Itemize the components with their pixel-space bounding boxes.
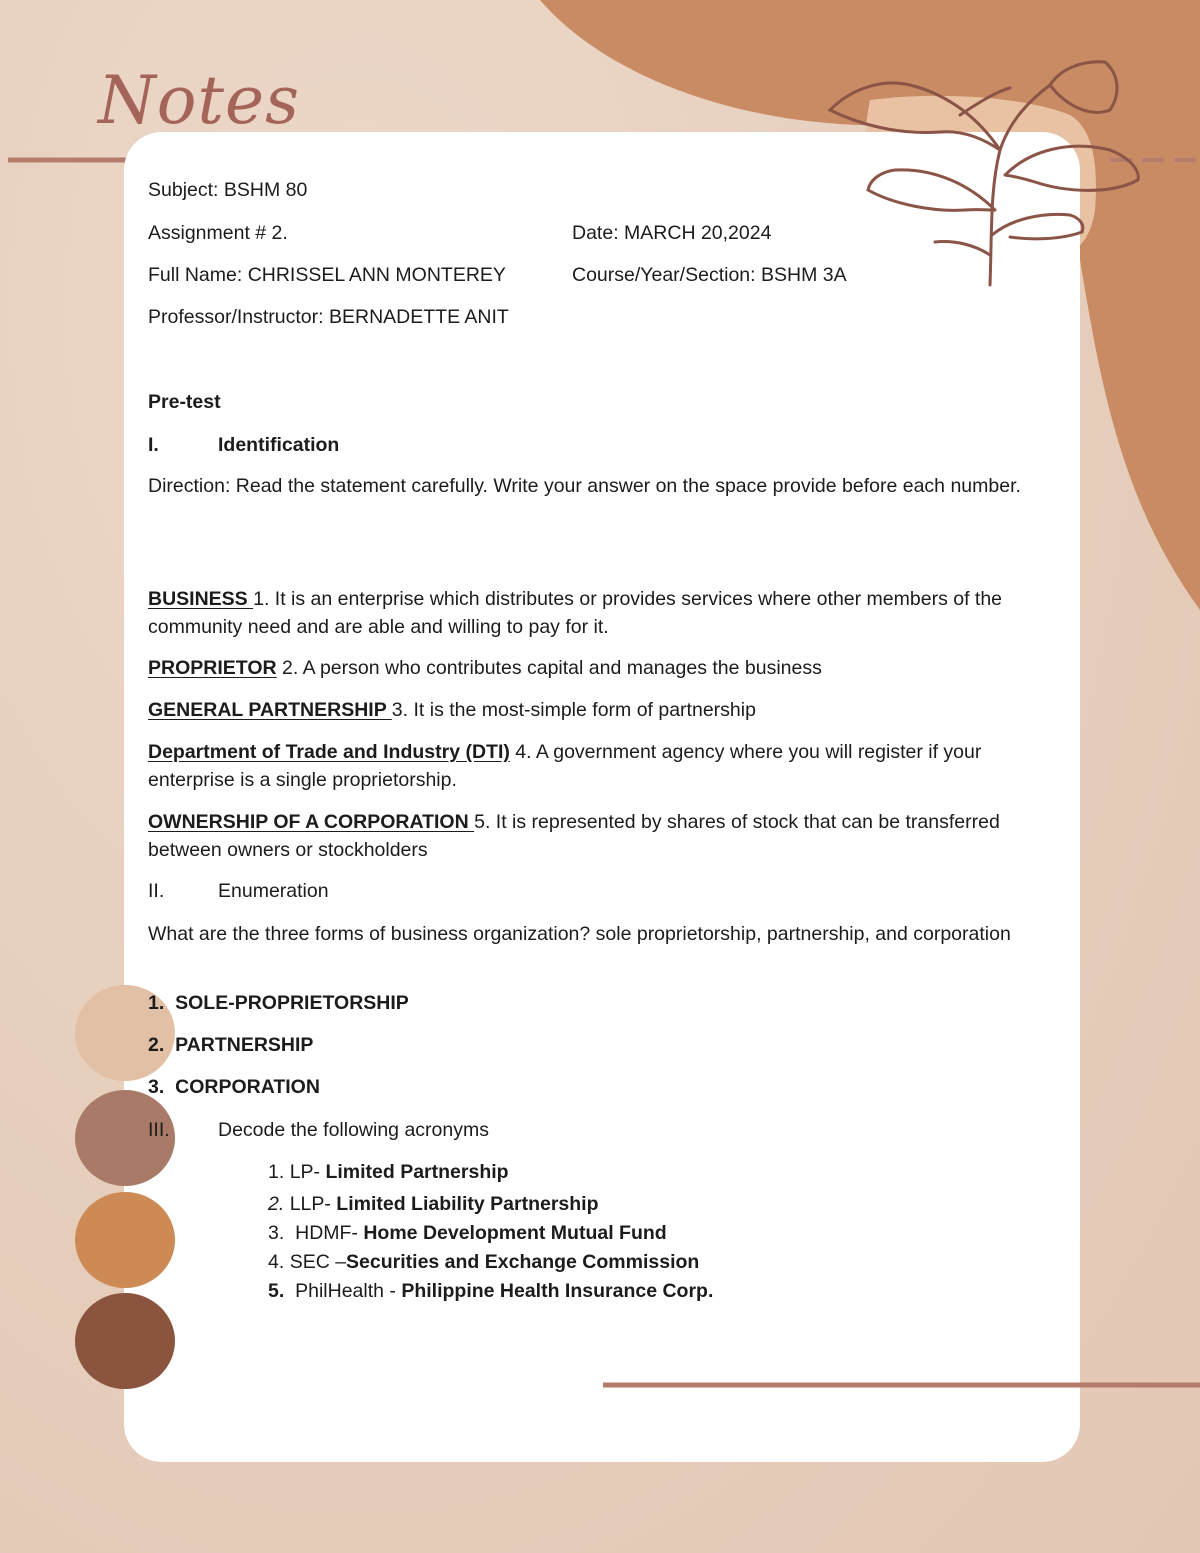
item-label: SOLE-PROPRIETORSHIP <box>175 992 409 1014</box>
section-acronyms-heading <box>148 1116 489 1144</box>
section-title: Enumeration <box>218 880 329 902</box>
form-item <box>148 1073 320 1101</box>
item-number: 2. <box>268 1193 285 1215</box>
swatch-circle-3 <box>75 1192 175 1288</box>
item-number: 3. <box>268 1222 285 1244</box>
acronym-meaning: Limited Partnership <box>325 1161 509 1183</box>
acronym-code: HDMF- <box>289 1222 364 1244</box>
direction-text: Direction: Read the statement carefully. Write your answer on the space provide before each number. <box>148 475 1021 497</box>
section-enumeration-heading <box>148 877 329 905</box>
answer: PROPRIETOR <box>148 657 277 679</box>
item-number: 4. <box>268 1251 285 1273</box>
date-line: Date: MARCH 20,2024 <box>572 222 772 244</box>
form-item <box>148 989 409 1017</box>
section-number: I. <box>148 434 159 456</box>
item-number: 1. <box>148 992 165 1014</box>
leaf-branch-icon <box>830 62 1138 285</box>
swatch-circle-4 <box>75 1293 175 1389</box>
section-title: Decode the following acronyms <box>218 1119 489 1141</box>
enumeration-question: What are the three forms of business organization? sole proprietorship, partnership, and corporation <box>148 923 1011 945</box>
acronym-meaning: Philippine Health Insurance Corp. <box>401 1280 714 1302</box>
acronym-code: PhilHealth - <box>289 1280 402 1302</box>
section-number: II. <box>148 880 165 902</box>
pretest-heading: Pre-test <box>148 391 221 413</box>
item-number: 2. <box>148 1034 165 1056</box>
form-item <box>148 1031 313 1059</box>
acronym-item <box>268 1248 699 1276</box>
identification-item <box>148 654 1060 682</box>
answer: BUSINESS <box>148 588 254 610</box>
item-text: 3. It is the most-simple form of partnership <box>391 699 756 721</box>
name-row <box>148 261 847 289</box>
acronym-meaning: Securities and Exchange Commission <box>346 1251 700 1273</box>
item-text: 2. A person who contributes capital and manages the business <box>276 657 822 679</box>
identification-item <box>148 808 1060 864</box>
assignment-row <box>148 219 772 247</box>
acronym-code: LP- <box>289 1161 326 1183</box>
identification-item <box>148 738 1060 794</box>
section-number: III. <box>148 1119 170 1141</box>
item-text: 4. A government agency where you will register if your enterprise is a single proprietorship. <box>148 741 982 791</box>
acronym-item <box>268 1158 509 1186</box>
answer: Department of Trade and Industry (DTI) <box>148 741 510 763</box>
identification-item <box>148 585 1060 641</box>
item-text: 1. It is an enterprise which distributes or provides services where other members of the community need and are able and willing to pay for it. <box>148 588 1003 638</box>
acronym-code: LLP- <box>289 1193 337 1215</box>
item-number: 3. <box>148 1076 165 1098</box>
item-number: 1. <box>268 1161 285 1183</box>
acronym-code: SEC – <box>289 1251 347 1273</box>
item-text: 5. It is represented by shares of stock that can be transferred between owners or stockholders <box>148 811 1000 861</box>
item-number: 5. <box>268 1280 285 1302</box>
acronym-item <box>268 1277 713 1305</box>
item-label: CORPORATION <box>175 1076 320 1098</box>
notes-title: Notes <box>98 62 300 139</box>
acronym-item <box>268 1190 599 1218</box>
assignment-line: Assignment # 2. <box>148 222 288 244</box>
acronym-meaning: Home Development Mutual Fund <box>363 1222 667 1244</box>
full-name-line: Full Name: CHRISSEL ANN MONTEREY <box>148 264 506 286</box>
section-title: Identification <box>218 434 340 456</box>
subject-line: Subject: BSHM 80 <box>148 179 308 201</box>
identification-item <box>148 696 1060 724</box>
acronym-meaning: Limited Liability Partnership <box>336 1193 599 1215</box>
item-label: PARTNERSHIP <box>175 1034 314 1056</box>
professor-line: Professor/Instructor: BERNADETTE ANIT <box>148 306 509 328</box>
course-line: Course/Year/Section: BSHM 3A <box>572 264 847 286</box>
answer: OWNERSHIP OF A CORPORATION <box>148 811 475 833</box>
section-identification-heading <box>148 431 339 459</box>
acronym-item <box>268 1219 667 1247</box>
answer: GENERAL PARTNERSHIP <box>148 699 392 721</box>
